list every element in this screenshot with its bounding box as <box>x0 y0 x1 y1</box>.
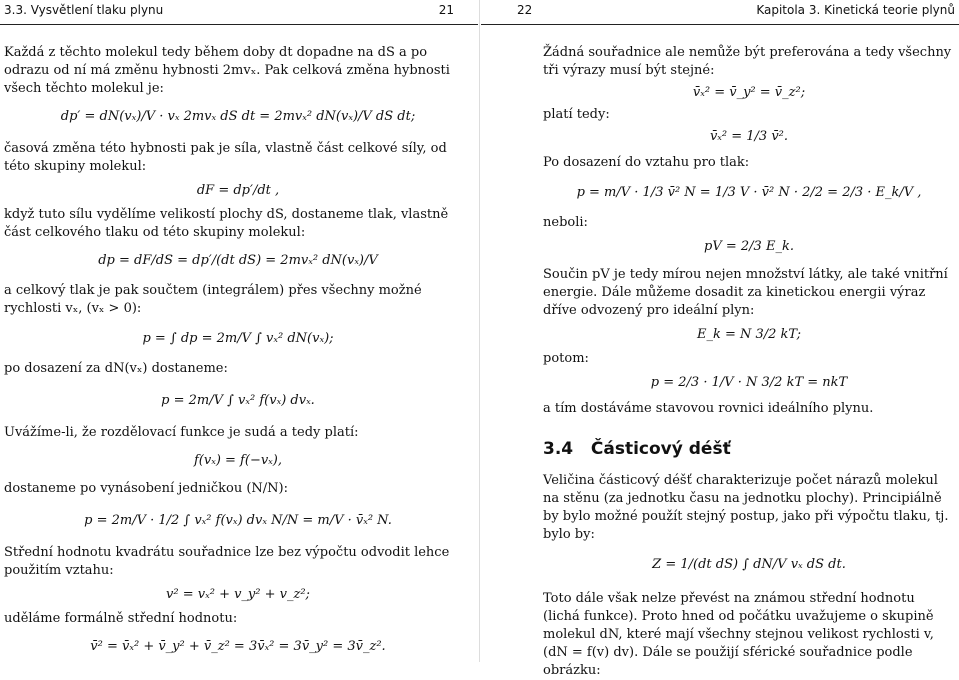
right-para-2: Po dosazení do vztahu pro tlak: <box>543 155 750 170</box>
right-label-potom: potom: <box>543 351 589 366</box>
left-page <box>0 0 478 662</box>
left-eq-7: p = 2m/V · 1/2 ∫ vₓ² f(vₓ) dvₓ N/N = m/V · v̄ₓ² N. <box>84 513 392 528</box>
left-para-8: Střední hodnotu kvadrátu souřadnice lze bez výpočtu odvodit lehce použitím vztahu: <box>4 545 450 578</box>
right-para-6: Toto dále však nelze převést na známou střední hodnotu (lichá funkce). Proto hned od počátku uvažujeme o skupině molekul dN, které mají všechny stejnou velikost rychlosti v, (dN = f(v) dv). Dále se použijí sférické souřadnice podle obrázku: <box>543 591 934 678</box>
right-para-5: Veličina částicový déšť charakterizuje počet nárazů molekul na stěnu (za jednotku času na jednotku plochy). Principiálně by bylo možné použít stejný postup, jako při výpočtu tlaku, tj. bylo by: <box>543 473 949 542</box>
left-para-1: Každá z těchto molekul tedy během doby dt dopadne na dS a po odrazu od ní má změnu hybnosti 2mvₓ. Pak celková změna hybnosti všech těchto molekul je: <box>4 45 450 96</box>
right-eq-6: p = 2/3 · 1/V · N 3/2 kT = nkT <box>650 375 848 390</box>
left-eq-6: f(vₓ) = f(−vₓ), <box>193 453 282 468</box>
page-divider <box>479 0 480 662</box>
section-number: 3.4 <box>543 439 574 459</box>
left-para-6: Uvážíme-li, že rozdělovací funkce je sudá a tedy platí: <box>4 425 359 440</box>
right-eq-7: Z = 1/(dt dS) ∫ dN/V vₓ dS dt. <box>652 557 846 572</box>
right-para-1: Žádná souřadnice ale nemůže být preferována a tedy všechny tři výrazy musí být stejné: <box>543 45 952 78</box>
left-page-number: 21 <box>438 3 454 17</box>
left-eq-5: p = 2m/V ∫ vₓ² f(vₓ) dvₓ. <box>161 393 315 408</box>
left-page-content <box>4 44 472 656</box>
left-eq-2: dF = dp′/dt , <box>196 183 280 198</box>
right-eq-3: p = m/V · 1/3 v̄² N = 1/3 V · v̄² N · 2/2 = 2/3 · E_k/V , <box>576 185 922 200</box>
left-para-4: a celkový tlak je pak součtem (integrálem) přes všechny možné rychlosti vₓ, (vₓ > 0): <box>4 283 422 316</box>
right-eq-5: E_k = N 3/2 kT; <box>696 327 802 342</box>
right-eq-1: v̄ₓ² = v̄_y² = v̄_z²; <box>692 85 806 100</box>
left-para-7: dostaneme po vynásobení jedničkou (N/N): <box>4 481 289 496</box>
right-eq-4: pV = 2/3 E_k. <box>704 239 794 254</box>
right-label-neboli: neboli: <box>543 215 588 230</box>
section-heading <box>543 440 955 458</box>
right-header-title: Kapitola 3. Kinetická teorie plynů <box>756 3 955 17</box>
left-page-header <box>0 0 478 25</box>
right-para-4: a tím dostáváme stavovou rovnici ideálního plynu. <box>543 401 874 416</box>
left-eq-8: v² = vₓ² + v_y² + v_z²; <box>166 587 310 602</box>
right-para-3: Součin pV je tedy mírou nejen množství látky, ale také vnitřní energie. Dále můžeme dosadit za kinetickou energii výraz dříve odvozený pro ideální plyn: <box>543 267 948 318</box>
section-title: Částicový déšť <box>590 439 731 459</box>
left-eq-9: v̄² = v̄ₓ² + v̄_y² + v̄_z² = 3v̄ₓ² = 3v̄_y² = 3v̄_z². <box>90 639 386 654</box>
right-page-header <box>481 0 959 25</box>
right-eq-2: v̄ₓ² = 1/3 v̄². <box>709 129 789 144</box>
left-para-9: uděláme formálně střední hodnotu: <box>4 611 238 626</box>
right-page <box>481 0 959 678</box>
left-eq-4: p = ∫ dp = 2m/V ∫ vₓ² dN(vₓ); <box>142 331 334 346</box>
left-para-2: časová změna této hybnosti pak je síla, vlastně část celkové síly, od této skupiny molekul: <box>4 141 447 174</box>
right-page-content <box>543 44 955 680</box>
right-label-plati: platí tedy: <box>543 107 610 122</box>
left-para-3: když tuto sílu vydělíme velikostí plochy dS, dostaneme tlak, vlastně část celkového tlaku od této skupiny molekul: <box>4 207 449 240</box>
left-header-title: 3.3. Vysvětlení tlaku plynu <box>4 3 164 17</box>
left-para-5: po dosazení za dN(vₓ) dostaneme: <box>4 361 228 376</box>
left-eq-3: dp = dF/dS = dp′/(dt dS) = 2mvₓ² dN(vₓ)/V <box>98 253 378 268</box>
left-eq-1: dp′ = dN(vₓ)/V · vₓ 2mvₓ dS dt = 2mvₓ² dN(vₓ)/V dS dt; <box>60 109 416 124</box>
right-page-number: 22 <box>517 3 533 17</box>
